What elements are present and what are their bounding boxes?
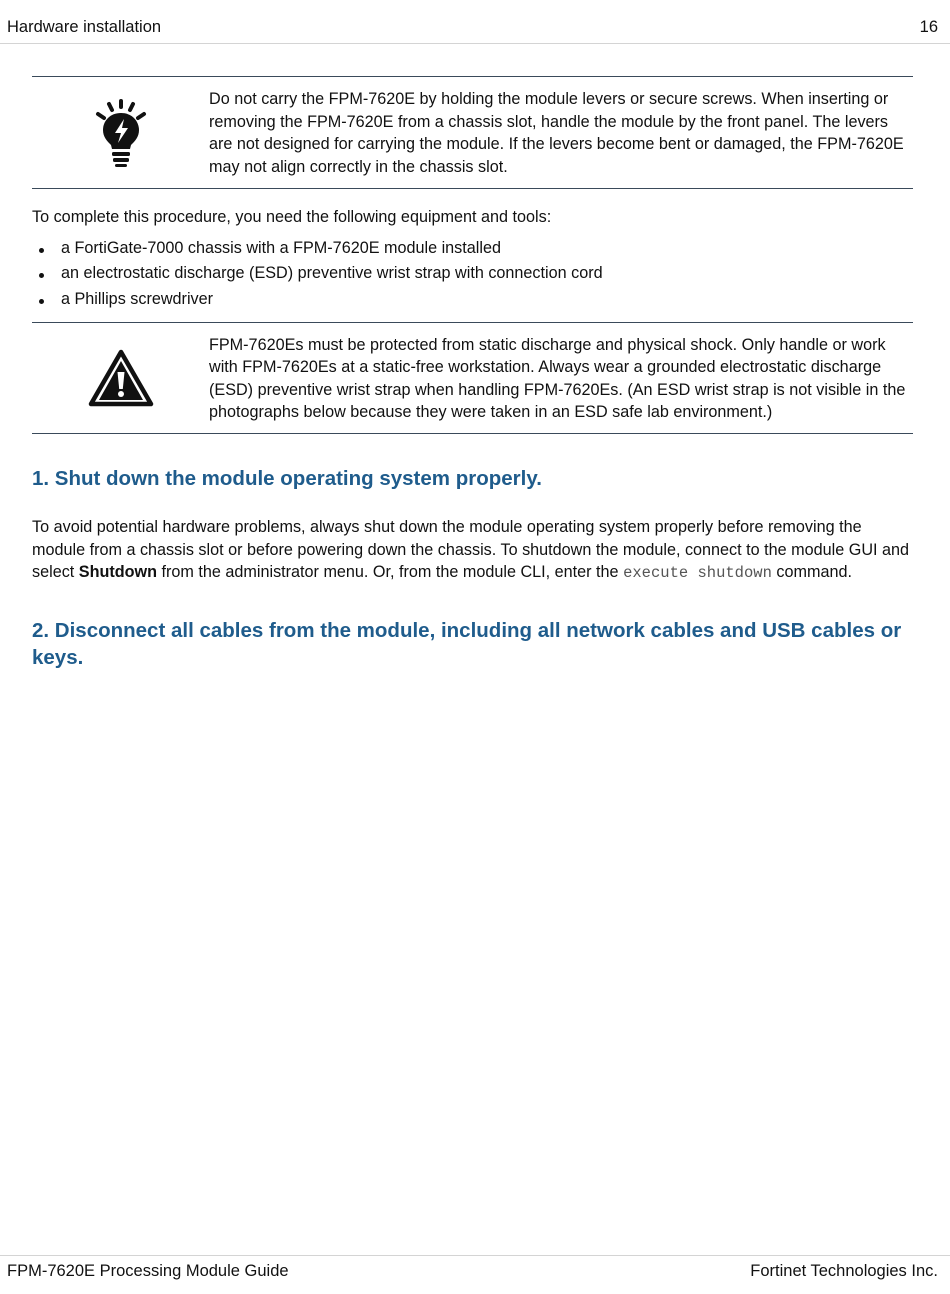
page-content: [32, 76, 913, 671]
tip-note-text: Do not carry the FPM-7620E by holding the module levers or secure screws. When inserting or removing the FPM-7620E from a chassis slot, handle the module by the front panel. The levers are not designed for carrying the module. If the levers become bent or damaged, the FPM-7620E may not align correctly in the chassis slot.: [209, 90, 904, 176]
page-footer: [0, 1255, 950, 1294]
step1-paragraph: [32, 516, 913, 585]
tip-note: [32, 76, 913, 189]
footer-guide-title: FPM-7620E Processing Module Guide: [7, 1262, 289, 1280]
equipment-intro: To complete this procedure, you need the following equipment and tools:: [32, 208, 552, 226]
shutdown-menu-label: Shutdown: [78, 563, 158, 581]
caution-icon-cell: [32, 349, 209, 409]
page-number: 16: [919, 18, 938, 36]
step2-heading: 2. Disconnect all cables from the module, including all network cables and USB cables or keys.: [32, 618, 902, 669]
step1-heading: 1. Shut down the module operating system properly.: [32, 467, 542, 490]
list-item: an electrostatic discharge (ESD) preventive wrist strap with connection cord: [32, 261, 913, 287]
caution-wrap: [32, 322, 913, 434]
caution-note-text: FPM-7620Es must be protected from static discharge and physical shock. Only handle or work with FPM-7620Es at a static-free workstation. Always wear a grounded electrostatic discharge (ESD) preventive wrist strap when handling FPM-7620Es. (An ESD wrist strap is not visible in the photographs below because they were taken in an ESD safe lab environment.): [209, 335, 906, 421]
tools-list: [32, 236, 913, 313]
list-item: a FortiGate-7000 chassis with a FPM-7620E module installed: [32, 236, 913, 262]
list-item: a Phillips screwdriver: [32, 287, 913, 313]
tip-icon-cell: [32, 99, 209, 167]
header-section-title: Hardware installation: [7, 18, 162, 36]
step1-text-before: To avoid potential hardware problems, always shut down the module operating system properly before removing the module from a chassis slot or before powering down the chassis. To shutdown the module, connect to the module GUI and select: [32, 518, 910, 581]
step1-text-middle: from the administrator menu. Or, from the module CLI, enter the: [157, 563, 624, 581]
footer-company: Fortinet Technologies Inc.: [750, 1262, 938, 1280]
cli-command: execute shutdown: [623, 564, 772, 582]
lightbulb-icon: [93, 99, 149, 167]
caution-note: [32, 322, 913, 434]
page-header: [0, 0, 950, 44]
warning-triangle-icon: [88, 349, 154, 409]
step1-text-after: command.: [771, 563, 852, 581]
